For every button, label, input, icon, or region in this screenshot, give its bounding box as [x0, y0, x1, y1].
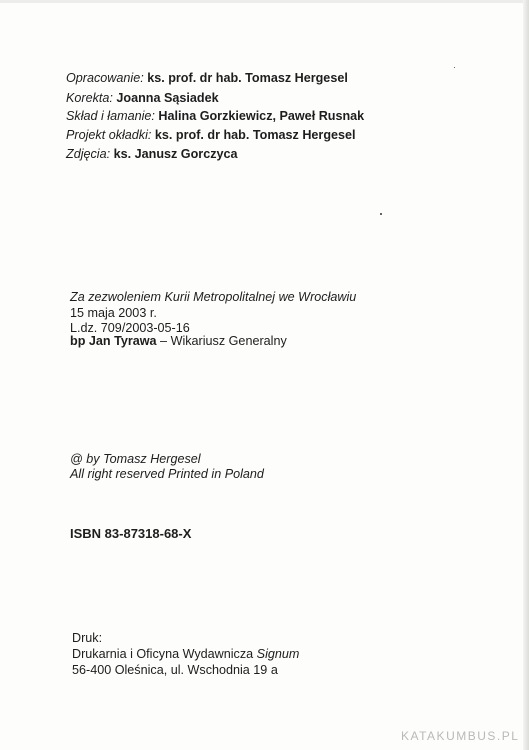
credit-line-typesetting — [66, 108, 364, 124]
printer-name — [72, 646, 299, 662]
rights-statement: All right reserved Printed in Poland — [70, 467, 264, 481]
credit-value: ks. Janusz Gorczyca — [113, 147, 238, 161]
approval-date: 15 maja 2003 r. — [70, 306, 157, 320]
credit-value: Joanna Sąsiadek — [116, 91, 219, 105]
credit-line-proofreading — [66, 90, 219, 106]
credit-line-editing — [66, 70, 348, 86]
scan-speck — [454, 67, 455, 68]
credit-value: Halina Gorzkiewicz, Paweł Rusnak — [158, 109, 365, 123]
approval-reference: L.dz. 709/2003-05-16 — [70, 321, 190, 335]
isbn: ISBN 83-87318-68-X — [70, 526, 192, 541]
credit-label: Korekta: — [66, 91, 113, 105]
credit-value: ks. prof. dr hab. Tomasz Hergesel — [147, 71, 348, 85]
scan-speck — [380, 213, 382, 215]
signer-role: – Wikariusz Generalny — [156, 334, 287, 348]
printer-label: Druk: — [72, 631, 103, 645]
approval-line-1: Za zezwoleniem Kurii Metropolitalnej we Wrocławiu — [70, 290, 357, 304]
scan-edge-right — [523, 0, 529, 750]
credit-label: Projekt okładki: — [66, 128, 152, 142]
credit-line-cover-design — [66, 127, 356, 143]
printer-address: 56-400 Oleśnica, ul. Wschodnia 19 a — [72, 663, 278, 677]
printer-name-prefix: Drukarnia i Oficyna Wydawnicza — [72, 647, 257, 661]
credit-value: ks. prof. dr hab. Tomasz Hergesel — [154, 128, 356, 142]
credit-label: Zdjęcia: — [66, 147, 111, 161]
site-watermark: KATAKUMBUS.PL — [401, 729, 520, 743]
printer-name-italic: Signum — [256, 647, 300, 661]
credit-label: Skład i łamanie: — [66, 109, 155, 123]
credit-line-photos — [66, 146, 238, 162]
signer-name: bp Jan Tyrawa — [70, 334, 157, 348]
credit-label: Opracowanie: — [66, 71, 144, 85]
approval-signature — [70, 333, 287, 349]
copyright-holder: @ by Tomasz Hergesel — [70, 452, 201, 466]
scan-edge-top — [0, 0, 529, 3]
